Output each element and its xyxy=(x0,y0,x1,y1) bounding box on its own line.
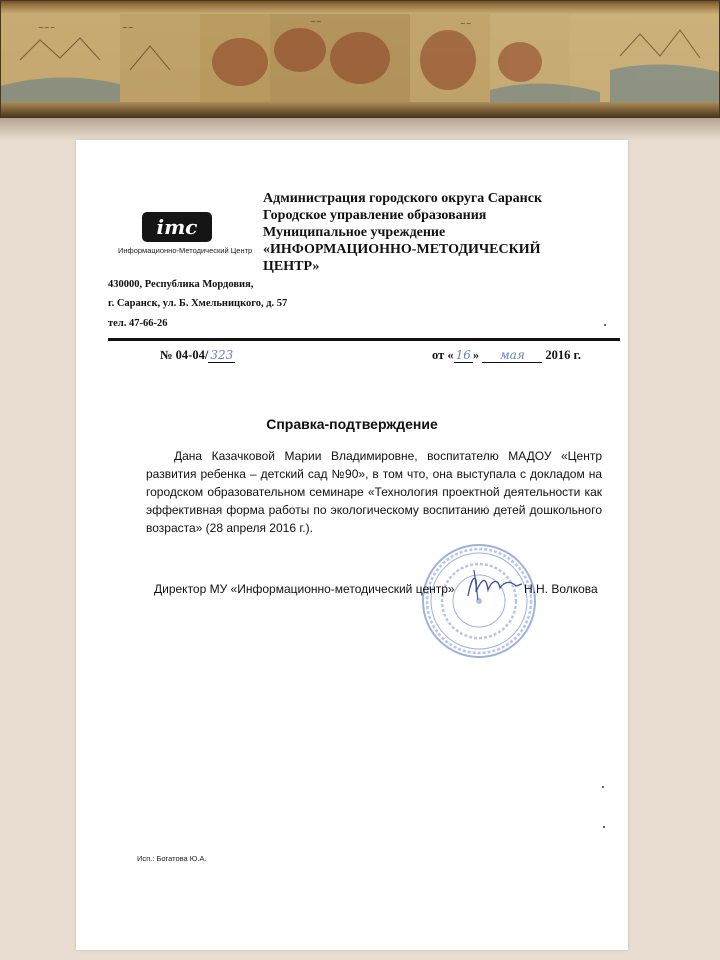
date-day-handwritten: 16 xyxy=(455,348,471,362)
svg-text:imc: imc xyxy=(156,215,198,239)
handwritten-signature-icon xyxy=(464,566,526,606)
address-street: г. Саранск, ул. Б. Хмельницкого, д. 57 xyxy=(108,298,288,309)
logo-caption: Информационно-Методический Центр xyxy=(118,246,253,255)
scan-speck xyxy=(604,324,606,326)
executor-note: Исп.: Богатова Ю.А. xyxy=(137,854,207,863)
director-name: Н.Н. Волкова xyxy=(524,582,598,596)
map-banner-graphic xyxy=(0,0,720,118)
organization-header xyxy=(263,190,583,275)
document-body: Дана Казачковой Марии Владимировне, воспитателю МАДОУ «Центр развития ребенка – детский сад №90», в том что, она выступала с докладом на городском образовательном семинаре «Технология проектной деятельности как эффективная форма работы по экологическому воспитанию детей дошкольного возраста» (28 апреля 2016 г.). xyxy=(146,449,602,535)
document-title: Справка-подтверждение xyxy=(266,416,438,432)
org-line: Городское управление образования xyxy=(263,208,487,223)
address-region: 430000, Республика Мордовия, xyxy=(108,279,254,290)
director-title: Директор МУ «Информационно-методический центр» xyxy=(154,582,455,596)
scan-speck xyxy=(603,826,605,828)
date-month-handwritten: мая xyxy=(482,349,542,363)
banner-shadow xyxy=(0,118,720,140)
reference-number-prefix: № 04-04/ xyxy=(160,348,209,362)
svg-text:~~: ~~ xyxy=(310,18,322,26)
date-year: 2016 г. xyxy=(545,348,581,362)
header-rule xyxy=(108,338,620,341)
date-mid: » xyxy=(472,348,480,362)
svg-text:~~: ~~ xyxy=(460,20,472,28)
org-line: «ИНФОРМАЦИОННО-МЕТОДИЧЕСКИЙ xyxy=(263,242,541,257)
org-line: Администрация городского округа Саранск xyxy=(263,191,543,206)
old-city-maps-banner xyxy=(0,0,720,118)
address-phone: тел. 47-66-26 xyxy=(108,318,168,329)
svg-text:~~: ~~ xyxy=(122,24,134,32)
org-line: ЦЕНТР» xyxy=(263,259,320,274)
reference-number-handwritten: 323 xyxy=(210,348,234,362)
scan-speck xyxy=(602,786,604,788)
imc-logo-icon xyxy=(142,212,212,242)
reference-number xyxy=(160,348,235,363)
date-prefix: от « xyxy=(432,348,454,362)
org-line: Муниципальное учреждение xyxy=(263,225,446,240)
reference-date xyxy=(432,348,581,363)
svg-text:~~~: ~~~ xyxy=(38,24,56,32)
